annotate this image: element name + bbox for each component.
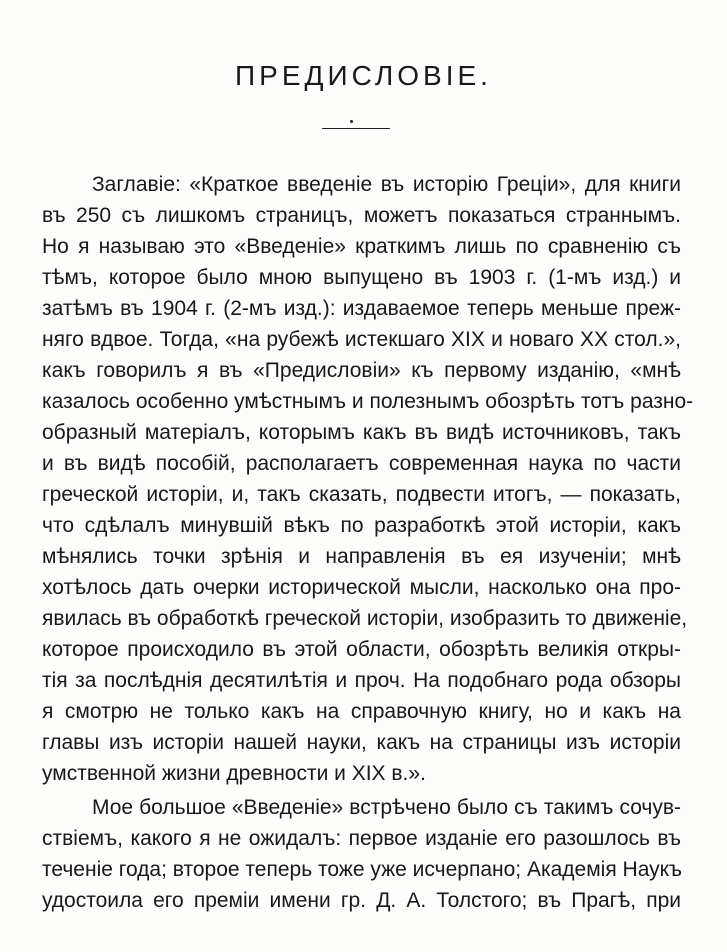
text-line: Мое большое «Введеніе» встрѣчено было съ такимъ сочув- xyxy=(92,796,681,819)
text-line: тѣмъ, которое было мною выпущено въ 1903 г. (1-мъ изд.) и xyxy=(42,266,681,289)
text-line: въ 250 съ лишкомъ страницъ, можетъ показаться страннымъ. xyxy=(42,204,681,227)
text-line: какъ говорилъ я въ «Предисловіи» къ первому изданію, «мнѣ xyxy=(42,359,681,382)
text-line: явилась въ обработкѣ греческой исторіи, изобразить то движеніе, xyxy=(42,607,688,630)
text-line: что сдѣлалъ минувшій вѣкъ по разработкѣ этой исторіи, какъ xyxy=(42,514,681,537)
text-line: главы изъ исторіи нашей науки, какъ на страницы изъ исторіи xyxy=(42,731,681,754)
text-line: казалось особенно умѣстнымъ и полезнымъ обозрѣть тотъ разно- xyxy=(42,390,694,413)
text-line: хотѣлось дать очерки исторической мысли, насколько она про- xyxy=(42,576,681,599)
text-line: ствіемъ, какого я не ожидалъ: первое изданіе его разошлось въ xyxy=(42,827,681,850)
text-line: я смотрю не только какъ на справочную книгу, но и какъ на xyxy=(42,700,681,723)
text-line: Заглавіе: «Краткое введеніе въ исторію Греціи», для книги xyxy=(92,173,681,196)
text-line: которое происходило въ этой области, обозрѣть великія откры- xyxy=(42,638,681,661)
text-line: умственной жизни древности и XIX в.». xyxy=(42,762,426,785)
text-line: удостоила его преміи имени гр. Д. А. Толстого; въ Прагѣ, при xyxy=(42,889,681,912)
text-line: затѣмъ въ 1904 г. (2-мъ изд.): издаваемое теперь меньше преж- xyxy=(42,297,681,320)
text-line: тія за послѣднія десятилѣтія и проч. На подобнаго рода обзоры xyxy=(42,669,681,692)
text-line: няго вдвое. Тогда, «на рубежѣ истекшаго XIX и новаго XX стол.», xyxy=(42,328,681,351)
text-line: образный матеріалъ, которымъ какъ въ видѣ источниковъ, такъ xyxy=(42,421,681,444)
text-line: Но я называю это «Введеніе» краткимъ лишь по сравненію съ xyxy=(42,235,681,258)
divider-dot xyxy=(350,120,353,123)
text-line: теченіе года; второе теперь тоже уже исчерпано; Академія Наукъ xyxy=(42,858,682,881)
text-line: и въ видѣ пособій, располагаетъ современная наука по части xyxy=(42,452,681,475)
text-line: греческой исторіи, и, такъ сказать, подвести итогъ, — показать, xyxy=(42,483,681,506)
text-line: мѣнялись точки зрѣнія и направленія въ ея изученіи; мнѣ xyxy=(42,545,681,568)
page-title: ПРЕДИСЛОВІЕ. xyxy=(235,60,492,91)
title-divider xyxy=(322,128,390,129)
